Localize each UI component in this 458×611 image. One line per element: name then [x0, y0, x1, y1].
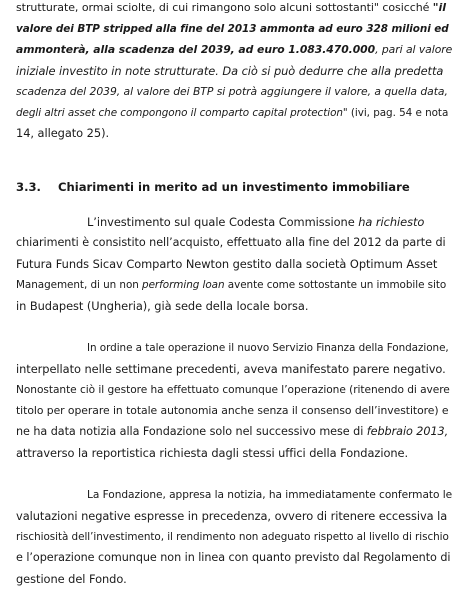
p3-line-1: In ordine a tale operazione il nuovo Servizio Finanza della Fondazione, — [87, 342, 449, 354]
p1-text: (ivi, pag. 54 e nota — [347, 107, 449, 119]
p4-line-1: La Fondazione, appresa la notizia, ha immediatamente confermato le — [87, 489, 453, 501]
p1-line-2: valore dei BTP stripped alla fine del 2013 ammonta ad euro 328 milioni ed — [16, 23, 449, 35]
section-number: 3.3. — [16, 180, 41, 194]
p2-line-1 — [87, 215, 424, 229]
p3-line-2: interpellato nelle settimane precedenti, aveva manifestato parere negativo. — [16, 362, 446, 376]
section-title: Chiarimenti in merito ad un investimento immobiliare — [58, 180, 410, 194]
p1-line-1 — [16, 1, 446, 15]
p1-line-6 — [16, 106, 448, 120]
p1-text: note strutturate. Da ciò si può dedurre che alla predetta — [125, 64, 444, 78]
p2-text-italic: ha richiesto — [358, 215, 425, 229]
p2-line-5: in Budapest (Ungheria), già sede della locale borsa. — [16, 299, 309, 313]
p2-text-italic: performing loan — [142, 279, 225, 291]
p3-line-5 — [16, 425, 448, 439]
p2-text: L’investimento sul quale Codesta Commissione — [87, 215, 359, 229]
p2-line-3: Futura Funds Sicav Comparto Newton gestito dalla società Optimum Asset — [16, 257, 438, 271]
p3-line-6: attraverso la reportistica richiesta dagli stessi uffici della Fondazione. — [16, 446, 409, 460]
p1-line-4 — [16, 64, 443, 78]
p4-line-3: rischiosità dell’investimento, il rendimento non adeguato rispetto al livello di rischio — [16, 531, 449, 543]
p1-text: strutturate, ormai sciolte, di cui rimangono solo alcuni sottostanti" cosicché — [16, 1, 433, 14]
p3-text-italic: febbraio 2013, — [366, 425, 449, 438]
p1-bold-amount: ammonterà, alla scadenza del 2039, ad euro 1.083.470.000 — [16, 43, 376, 56]
p2-text: avente come sottostante un immobile sito — [224, 279, 447, 291]
p1-line-7: 14, allegato 25). — [16, 126, 110, 140]
p2-line-4 — [16, 278, 446, 292]
p2-text: Management, di un non — [16, 279, 143, 291]
p1-line-5: scadenza del 2039, al valore dei BTP si potrà aggiungere il valore, a quella data, — [16, 85, 448, 98]
p1-quote-start: "il — [432, 1, 446, 14]
p4-line-2: valutazioni negative espresse in precedenza, ovvero di ritenere eccessiva la — [16, 509, 448, 523]
p3-line-3: Nonostante ciò il gestore ha effettuato comunque l’operazione (ritenendo di avere — [16, 384, 450, 396]
p3-text: ne ha data notizia alla Fondazione solo nel successivo mese di — [16, 425, 367, 438]
p1-text: degli altri asset che compongono il comparto capital protection" — [16, 107, 348, 119]
p2-line-2: chiarimenti è consistito nell’acquisto, effettuato alla fine del 2012 da parte di — [16, 236, 446, 249]
p1-text: , pari al valore — [375, 43, 453, 56]
section-heading — [16, 180, 410, 194]
p1-line-3 — [16, 43, 452, 57]
p4-line-4: e l’operazione comunque non in linea con quanto previsto dal Regolamento di — [16, 551, 451, 564]
p4-line-5: gestione del Fondo. — [16, 572, 127, 586]
p3-line-4: titolo per operare in totale autonomia anche senza il consenso dell’investitore) e — [16, 404, 449, 417]
p1-text: iniziale investito in — [16, 64, 126, 78]
